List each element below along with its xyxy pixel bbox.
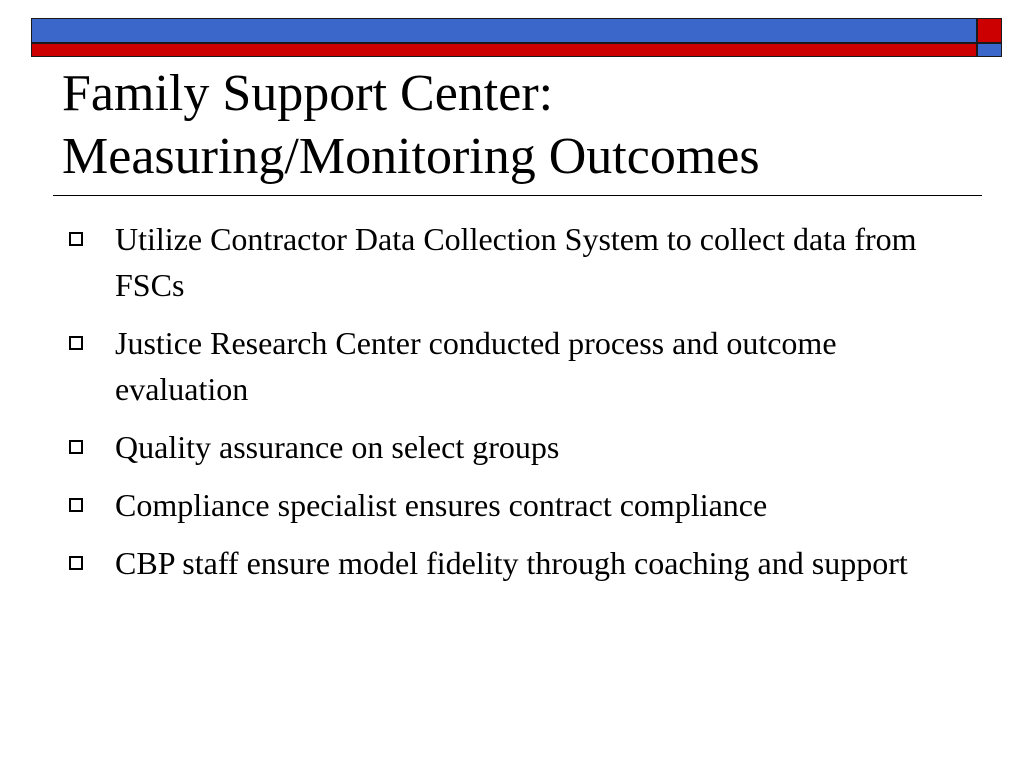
- header-square-blue: [977, 43, 1002, 57]
- title-divider: [53, 195, 982, 196]
- bullet-item: [64, 482, 964, 528]
- bullet-text: Quality assurance on select groups: [115, 429, 560, 465]
- bullet-item: [64, 216, 964, 308]
- bullet-text: Justice Research Center conducted process and outcome evaluation: [115, 325, 837, 407]
- header-bar-blue: [31, 18, 977, 43]
- bullet-text: Compliance specialist ensures contract compliance: [115, 487, 768, 523]
- bullet-list: [64, 216, 964, 598]
- hollow-square-bullet-icon: [69, 556, 83, 570]
- header-bar-red: [31, 43, 977, 57]
- slide-title: [62, 62, 992, 188]
- header-square-red: [977, 18, 1002, 43]
- bullet-item: [64, 424, 964, 470]
- hollow-square-bullet-icon: [69, 232, 83, 246]
- bullet-text: Utilize Contractor Data Collection System to collect data from FSCs: [115, 221, 917, 303]
- bullet-text: CBP staff ensure model fidelity through coaching and support: [115, 545, 908, 581]
- slide-title-line-2: Measuring/Monitoring Outcomes: [62, 128, 760, 185]
- hollow-square-bullet-icon: [69, 498, 83, 512]
- slide-title-line-1: Family Support Center:: [62, 65, 554, 122]
- hollow-square-bullet-icon: [69, 440, 83, 454]
- bullet-item: [64, 540, 964, 586]
- hollow-square-bullet-icon: [69, 336, 83, 350]
- bullet-item: [64, 320, 964, 412]
